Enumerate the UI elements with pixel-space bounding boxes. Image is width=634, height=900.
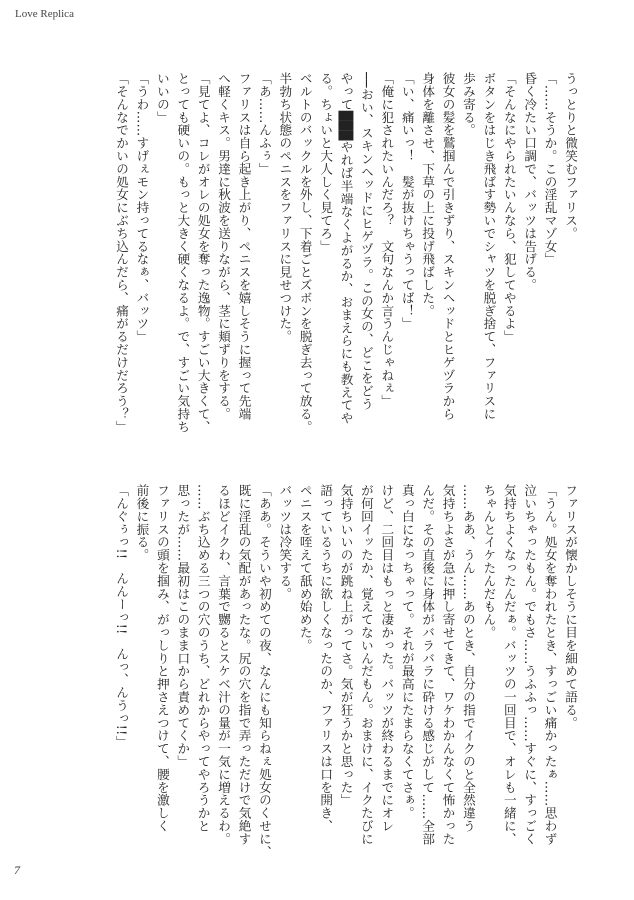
- text-line: 「うわ……すげぇモン持ってるなぁ、バッツ」: [134, 72, 150, 343]
- text-block-lower: [111, 484, 580, 864]
- running-header: Love Replica: [15, 8, 74, 20]
- text-line: 「……そうか。この淫乱マゾ女」: [542, 72, 558, 266]
- text-line: 真っ白になっちゃって。それが最高にたまらなくてさぁ。: [399, 484, 415, 820]
- text-line: けど、二回目はもっと凄かった。バッツが終わるまでにオレ: [379, 484, 395, 833]
- text-line: んだ。その直後に身体がバラバラに砕ける感じがして……全部: [420, 484, 436, 846]
- text-line: 気持ちいいのが跳ね上がってさ。気が狂うかと思った」: [338, 484, 354, 807]
- text-line: 彼女の髪を鷲掴んで引きずり、スキンヘッドとヒゲヅラから: [440, 72, 456, 421]
- text-line: ファリスの頭を掴み、がっしりと押さえつけて、腰を激しく: [154, 484, 170, 833]
- text-line: 泣いちゃったもん。でもさ……うふふっ……すぐに、すっごく: [522, 484, 538, 846]
- text-line: 既に淫乱の気配があったな。尻の穴を指で弄っただけで気絶す: [236, 484, 252, 846]
- text-line: ファリスは自ら起き上がり、ペニスを嬉しそうに握って先端: [236, 72, 252, 421]
- text-line: いいの」: [154, 72, 170, 124]
- text-line: ──おい、スキンヘッドにヒゲヅラ。この女の、どこをどう: [358, 72, 374, 411]
- text-line: 昏く冷たい口調で、バッツは告げる。: [522, 72, 538, 292]
- text-line: 半勃ち状態のペニスをファリスに見せつけた。: [277, 72, 293, 343]
- text-line: へ軽くキス。男達に秋波を送りながら、茎に頬ずりをする。: [216, 72, 232, 421]
- text-line: とっても硬いの。もっと大きく硬くなるよ。で、すごい気持ち: [175, 72, 191, 434]
- text-line: 「ああ。そういや初めての夜、なんにも知らねぇ処女のくせに、: [256, 484, 272, 859]
- text-line: 「い、痛いっ！ 髪が抜けちゃうってば！」: [399, 72, 415, 330]
- text-line: 歩み寄る。: [460, 72, 476, 137]
- text-line: バッツは冷笑する。: [277, 484, 293, 601]
- text-line: ……ぶち込める三つの穴のうち、どれからやってやろうかと: [195, 484, 211, 833]
- text-line: 「そんなでかいの処女にぶち込んだら、痛がるだけだろう？」: [114, 72, 130, 434]
- text-line: 前後に振る。: [134, 484, 150, 562]
- text-line: 「見てよ、コレがオレの処女を奪った逸物。すごい大きくて、: [195, 72, 211, 434]
- text-line: 語っているうちに欲しくなったのか、ファリスは口を開き、: [318, 484, 334, 833]
- text-line: ベルトのバックルを外し、下着ごとズボンを脱ぎ去って放る。: [297, 72, 313, 434]
- text-line: ボタンをはじき飛ばす勢いでシャツを脱ぎ捨て、ファリスに: [481, 72, 497, 421]
- text-line: 身体を離させ、下草の上に投げ飛ばした。: [420, 72, 436, 318]
- text-line: るほどイクわ、言葉で嬲るとスケベ汁の量が一気に増えるわ。: [216, 484, 232, 846]
- text-line: 「俺に犯されたいんだろ？ 文句なんか言うんじゃねぇ」: [379, 72, 395, 408]
- text-line: 「んぐぅっ!! んんーっ!! んっ、んうっ!!」: [114, 484, 130, 749]
- text-line: ペニスを咥えて舐め始めた。: [297, 484, 313, 652]
- text-line: が何回イッたか、覚えてないんだもん。おまけに、イクたびに: [358, 484, 374, 846]
- text-line: ……ああ、うん……あのとき、自分の指でイクのと全然違う: [460, 484, 476, 833]
- text-block-upper: [111, 72, 580, 452]
- text-line: る。ちょいと大人しく見てろ」: [318, 72, 334, 253]
- text-line: 「あ……んふぅ」: [256, 72, 272, 176]
- text-line: 思ったが……最初はこのまま口から責めてくか」: [175, 484, 191, 768]
- text-line: うっとりと微笑むファリス。: [563, 72, 578, 240]
- text-line: ちゃんとイケたんだもん。: [481, 484, 497, 639]
- text-line: やって███やれば半端なくよがるか、おまえらにも教えてや: [338, 72, 354, 425]
- text-line: 気持ちよくなったんだぁ。バッツの一回目で、オレも一緒に、: [501, 484, 517, 846]
- text-line: 「そんなにやられたいんなら、犯してやるよ」: [501, 72, 517, 343]
- text-line: 気持ちよさが急に押し寄せてきて、ワケわかんなくて怖かった: [440, 484, 456, 846]
- page-number: 7: [14, 863, 20, 877]
- text-line: 「うん。処女を奪われたとき、すっごい痛かったぁ……思わず: [542, 484, 558, 846]
- text-line: ファリスが懐かしそうに目を細めて語る。: [563, 484, 578, 730]
